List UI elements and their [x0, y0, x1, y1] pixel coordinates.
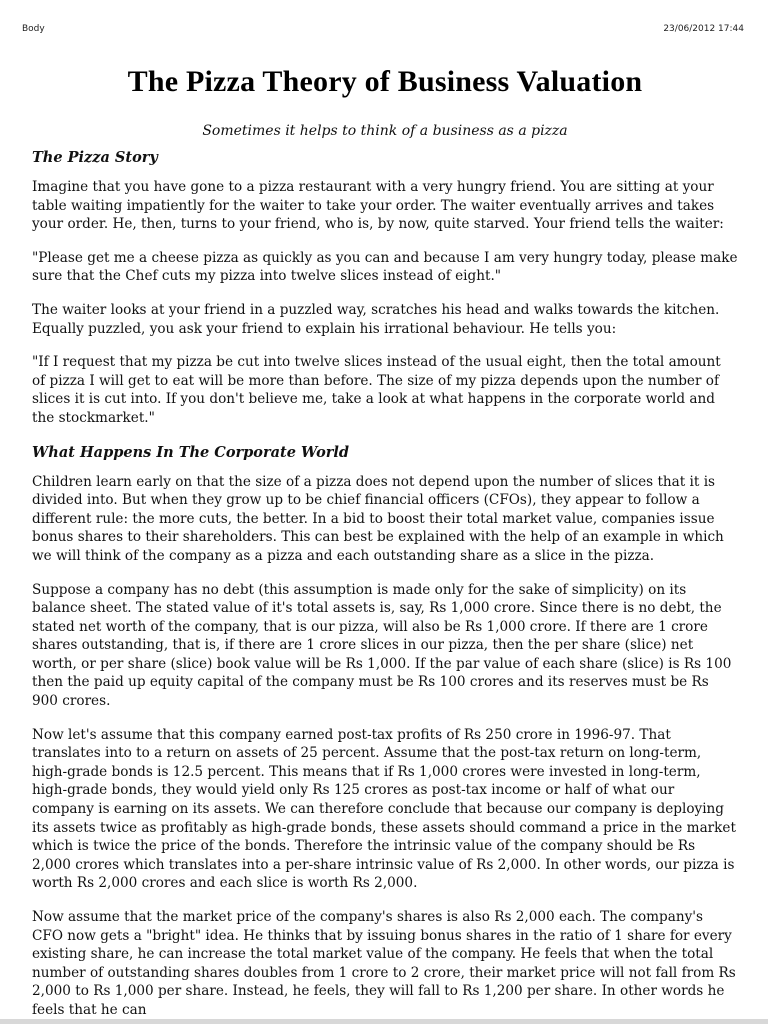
header-timestamp: 23/06/2012 17:44 — [663, 24, 744, 34]
section-corporate-world — [32, 443, 738, 1020]
paragraph: "Please get me a cheese pizza as quickly as you can and because I am very hungry today, please make sure that the Chef cuts my pizza into twelve slices instead of eight." — [32, 249, 738, 285]
paragraph: Imagine that you have gone to a pizza restaurant with a very hungry friend. You are sitting at your table waiting impatiently for the waiter to take your order. The waiter eventually arrives and takes your order. He, then, turns to your friend, who is, by now, quite starved. Your friend tells the waiter: — [32, 179, 724, 233]
print-header — [0, 0, 768, 40]
print-footer — [0, 1019, 768, 1024]
paragraph: "If I request that my pizza be cut into twelve slices instead of the usual eight, then the total amount of pizza I will get to eat will be more than before. The size of my pizza depends upon the number of slices it is cut into. If you don't believe me, take a look at what happens in the corporate world and the stockmarket." — [32, 354, 721, 426]
article-title: The Pizza Theory of Business Valuation — [127, 65, 643, 98]
header-page-label: Body — [22, 24, 45, 34]
section-pizza-story — [32, 148, 738, 428]
section-heading: What Happens In The Corporate World — [32, 443, 350, 461]
article-subtitle: Sometimes it helps to think of a business as a pizza — [202, 123, 568, 139]
paragraph: The waiter looks at your friend in a puzzled way, scratches his head and walks towards the kitchen. Equally puzzled, you ask your friend to explain his irrational behaviour. He tells you: — [32, 301, 720, 337]
paragraph: Suppose a company has no debt (this assumption is made only for the sake of simplicity) on its balance sheet. The stated value of it's total assets is, say, Rs 1,000 crore. Since there is no debt, the stated net worth of the company, that is our pizza, will also be Rs 1,000 crore. If there are 1 crore shares outstanding, that is, if there are 1 crore slices in our pizza, then the per share (slice) net worth, or per share (slice) book value will be Rs 1,000. If the par value of each share (slice) is Rs 100 then the paid up equity capital of the company must be Rs 100 crores and its reserves must be Rs 900 crores. — [32, 581, 732, 710]
paragraph: Now assume that the market price of the company's shares is also Rs 2,000 each. The company's CFO now gets a "bright" idea. He thinks that by issuing bonus shares in the ratio of 1 share for every existing share, he can increase the total market value of the company. He feels that when the total number of outstanding shares doubles from 1 crore to 2 crore, their market price will not fall from Rs 2,000 to Rs 1,000 per share. Instead, he feels, they will fall to Rs 1,200 per share. In other words he feels that he can — [32, 909, 736, 1018]
article — [32, 58, 738, 1035]
paragraph: Now let's assume that this company earned post-tax profits of Rs 250 crore in 1996-97. That translates into to a return on assets of 25 percent. Assume that the post-tax return on long-term, high-grade bonds is 12.5 percent. This means that if Rs 1,000 crores were invested in long-term, high-grade bonds, they would yield only Rs 125 crores as post-tax income or half of what our company is earning on its assets. We can therefore conclude that because our company is deploying its assets twice as profitably as high-grade bonds, these assets should command a price in the market which is twice the price of the bonds. Therefore the intrinsic value of the company should be Rs 2,000 crores which translates into a per-share intrinsic value of Rs 2,000. In other words, our pizza is worth Rs 2,000 crores and each slice is worth Rs 2,000. — [32, 726, 736, 892]
paragraph: Children learn early on that the size of a pizza does not depend upon the number of slices that it is divided into. But when they grow up to be chief financial officers (CFOs), they appear to follow a different rule: the more cuts, the better. In a bid to boost their total market value, companies issue bonus shares to their shareholders. This can best be explained with the help of an example in which we will think of the company as a pizza and each outstanding share as a slice in the pizza. — [32, 473, 724, 564]
section-heading: The Pizza Story — [32, 149, 158, 166]
